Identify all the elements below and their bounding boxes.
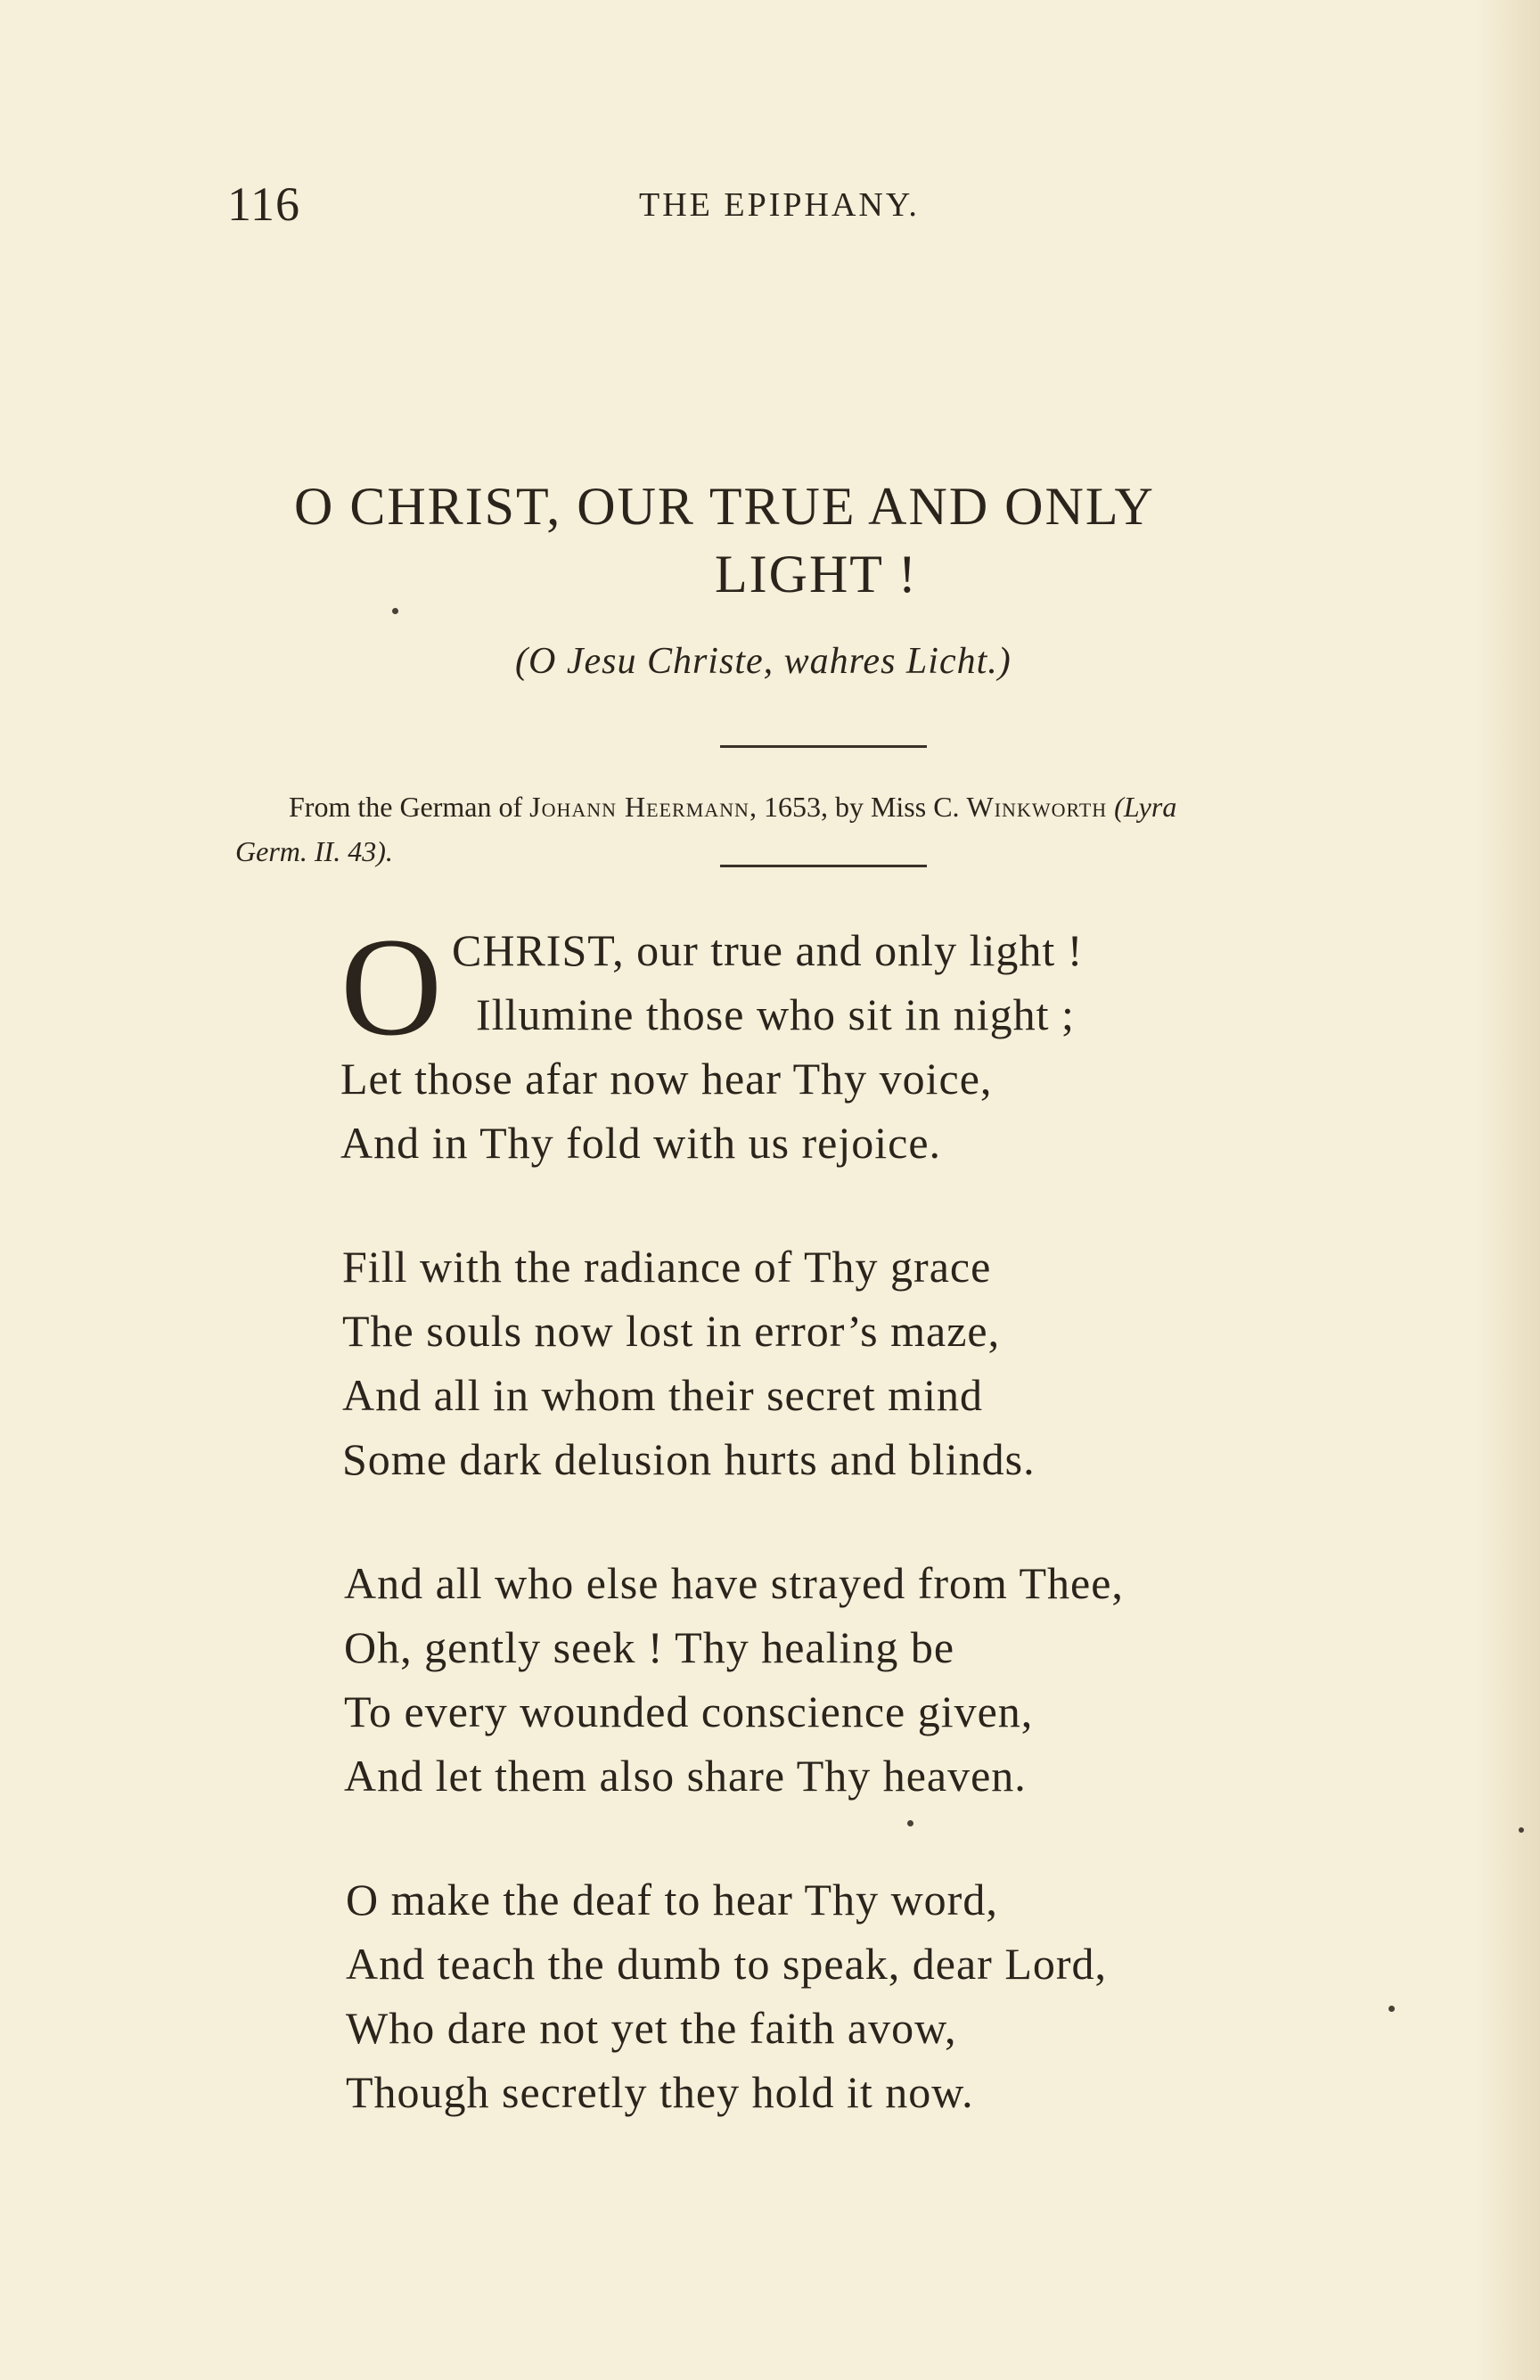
credit-line-1 bbox=[289, 784, 1176, 829]
credit-source-open: (Lyra bbox=[1107, 791, 1177, 823]
page-edge-shadow bbox=[1478, 0, 1540, 2380]
verse-line: Let those afar now hear Thy voice, bbox=[340, 1054, 993, 1104]
verse-line: The souls now lost in error’s maze, bbox=[342, 1306, 1001, 1356]
drop-cap: O bbox=[340, 909, 443, 1065]
hymn-title-line-1: O CHRIST, OUR TRUE AND ONLY bbox=[294, 477, 1155, 536]
credit-prefix: From the German of bbox=[289, 791, 523, 823]
divider-rule-bottom bbox=[720, 865, 927, 867]
verse-line: CHRIST, our true and only light ! bbox=[452, 925, 1084, 975]
divider-rule-top bbox=[720, 745, 927, 748]
page-header bbox=[227, 176, 1288, 239]
verse-line: And all in whom their secret mind bbox=[342, 1370, 983, 1420]
hymn-title-line-2: LIGHT ! bbox=[715, 545, 918, 603]
verse-line: O make the deaf to hear Thy word, bbox=[346, 1875, 998, 1925]
credit-author: Johann Heermann bbox=[529, 791, 750, 823]
verse-line: Illumine those who sit in night ; bbox=[476, 989, 1075, 1039]
running-title: THE EPIPHANY. bbox=[639, 186, 920, 224]
verse-line: Some dark delusion hurts and blinds. bbox=[342, 1434, 1036, 1484]
ink-speck bbox=[1519, 1827, 1524, 1833]
verse-line: Though secretly they hold it now. bbox=[346, 2067, 974, 2117]
verse-line: Who dare not yet the faith avow, bbox=[346, 2003, 957, 2053]
credit-source-close: Germ. II. 43). bbox=[235, 835, 393, 867]
verse-line: And all who else have strayed from Thee, bbox=[344, 1558, 1124, 1608]
ink-speck bbox=[392, 608, 398, 614]
verse-line: And teach the dumb to speak, dear Lord, bbox=[346, 1939, 1108, 1989]
credit-year-by: , 1653, by Miss C. bbox=[749, 791, 960, 823]
original-title: (O Jesu Christe, wahres Licht.) bbox=[515, 641, 1012, 682]
page-number: 116 bbox=[227, 177, 300, 231]
verse-line: To every wounded conscience given, bbox=[344, 1687, 1034, 1736]
ink-speck bbox=[907, 1820, 913, 1826]
hymn-title bbox=[294, 472, 1355, 608]
verse-line: Fill with the radiance of Thy grace bbox=[342, 1242, 992, 1292]
verse-line: And let them also share Thy heaven. bbox=[344, 1751, 1027, 1801]
verse-line: And in Thy fold with us rejoice. bbox=[340, 1118, 942, 1168]
verse-line: Oh, gently seek ! Thy healing be bbox=[344, 1622, 955, 1672]
ink-speck bbox=[1388, 2006, 1395, 2012]
credit-translator: Winkworth bbox=[966, 791, 1108, 823]
